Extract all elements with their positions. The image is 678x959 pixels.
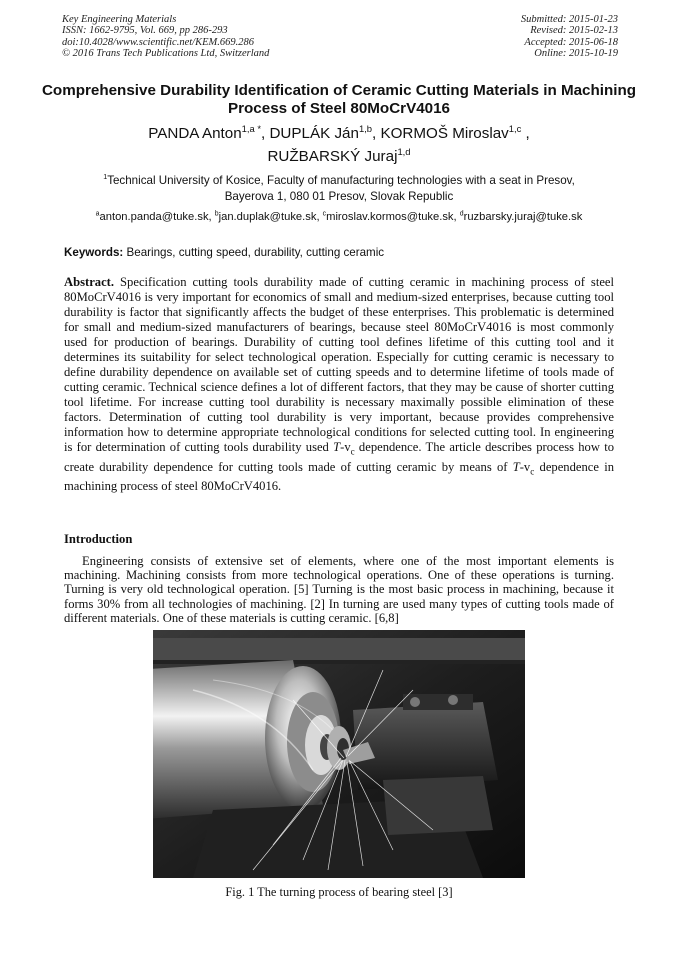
- author-separator: ,: [372, 125, 381, 142]
- email-separator: ,: [453, 211, 460, 223]
- tv-symbol-v: -v: [519, 459, 531, 474]
- tv-symbol-c: c: [530, 466, 535, 477]
- abstract-text-1: Specification cutting tools durability made of cutting ceramic in machining process of steel 80MoCrV4016 is very important for economics of small and medium-sized enterprises, because cutting tool durability is factor that significantly affects the budget of these enterprises. This problematic is determined for small and medium-sized manufacturers of bearings, because steel 80MoCrV4016 is most commonly used for production of bearings. Durability of cutting tool defines lifetime of this cutting tool and it determines its suitability for select technological operation. Especially for cutting ceramic is necessary to define durability dependence on available set of cutting speeds and to determine lifetime of tools made of cutting ceramic. Technical science defines a lot of different factors, that they may be cause of shorter cutting tool lifetime. For increase cutting tool durability is necessary maximally possible elimination of these factors. Determination of cutting tool durability is very important, because provides comprehensive information how to determine appropriate technological conditions for selected cutting tool. In engineering is for determination of cutting tools durability used: [64, 275, 615, 454]
- email-address: miroslav.kormos@tuke.sk: [326, 211, 454, 223]
- copyright-line: © 2016 Trans Tech Publications Ltd, Switzerland: [62, 47, 270, 59]
- figure-caption: Fig. 1 The turning process of bearing steel [3]: [225, 885, 453, 899]
- submitted-date: Submitted: 2015-01-23: [520, 14, 618, 25]
- email-address: anton.panda@tuke.sk: [99, 211, 209, 223]
- email-marker: a: [95, 210, 100, 218]
- email-list: [30, 210, 648, 225]
- author-name: RUŽBARSKÝ Juraj: [267, 148, 398, 165]
- figure-turning-photo: [153, 630, 525, 878]
- tv-symbol-T: T: [512, 459, 520, 474]
- affiliation-line-1: Technical University of Kosice, Faculty of manufacturing technologies with a seat in Presov,: [107, 174, 575, 187]
- email-separator: ,: [316, 211, 323, 223]
- journal-name: Key Engineering Materials: [62, 14, 177, 25]
- author-name: PANDA Anton: [148, 125, 242, 142]
- online-date: Online: 2015-10-19: [534, 47, 618, 59]
- tv-symbol-v: -v: [340, 440, 351, 454]
- issn-line: ISSN: 1662-9795, Vol. 669, pp 286-293: [62, 25, 228, 37]
- author-name: KORMOŠ Miroslav: [380, 125, 509, 142]
- keywords-text: Bearings, cutting speed, durability, cutting ceramic: [126, 246, 385, 259]
- abstract-text-2: dependence. The article describes process how to create durability dependence for cutting tools made of cutting ceramic by means of: [64, 440, 614, 474]
- abstract-text-3: dependence in machining process of steel 80MoCrV4016.: [64, 459, 614, 494]
- author-affiliation-marker: 1,b: [358, 122, 373, 134]
- affiliation-marker: 1: [103, 172, 108, 182]
- email-marker: c: [322, 210, 327, 218]
- email-address: ruzbarsky.juraj@tuke.sk: [463, 211, 583, 223]
- revised-date: Revised: 2015-02-13: [530, 25, 618, 37]
- author-separator: ,: [261, 125, 270, 142]
- paper-title: Comprehensive Durability Identification of Ceramic Cutting Materials in Machining Process of Steel 80MoCrV4016: [41, 82, 637, 117]
- email-separator: ,: [208, 211, 215, 223]
- keywords: [64, 246, 384, 259]
- email-marker: d: [459, 210, 464, 218]
- abstract-label: Abstract.: [64, 275, 115, 289]
- abstract: [64, 275, 614, 494]
- author-list: [40, 122, 638, 168]
- accepted-date: Accepted: 2015-06-18: [524, 36, 618, 48]
- affiliation-line-2: Bayerova 1, 080 01 Presov, Slovak Republic: [224, 189, 454, 203]
- doi-line: doi:10.4028/www.scientific.net/KEM.669.286: [62, 36, 254, 48]
- author-affiliation-marker: 1,d: [397, 145, 411, 157]
- email-address: jan.duplak@tuke.sk: [218, 211, 317, 223]
- section-heading-introduction: Introduction: [64, 532, 133, 546]
- author-affiliation-marker: 1,c: [508, 122, 522, 134]
- journal-header-left: [62, 14, 269, 59]
- journal-header-right: [521, 14, 618, 59]
- introduction-paragraph: Engineering consists of extensive set of elements, where one of the most important elements is machining. Machining consists from more technological operations. One of these operations is turning. Turning is very old technological operation. [5] Turning is the most basic process in machining, because it forms 30% from all technologies of machining. [2] In turning are used many types of cutting tools made of different materials. One of these materials is cutting ceramic. [6,8]: [64, 554, 614, 625]
- email-marker: b: [214, 210, 219, 218]
- author-affiliation-marker: 1,a *: [241, 122, 262, 134]
- tv-symbol-T: T: [333, 440, 341, 454]
- turning-process-photo: [153, 630, 525, 878]
- tv-symbol-c: c: [350, 446, 355, 457]
- affiliation: [40, 173, 638, 204]
- keywords-label: Keywords:: [64, 246, 124, 259]
- author-name: DUPLÁK Ján: [269, 125, 359, 142]
- author-separator: ,: [521, 125, 530, 142]
